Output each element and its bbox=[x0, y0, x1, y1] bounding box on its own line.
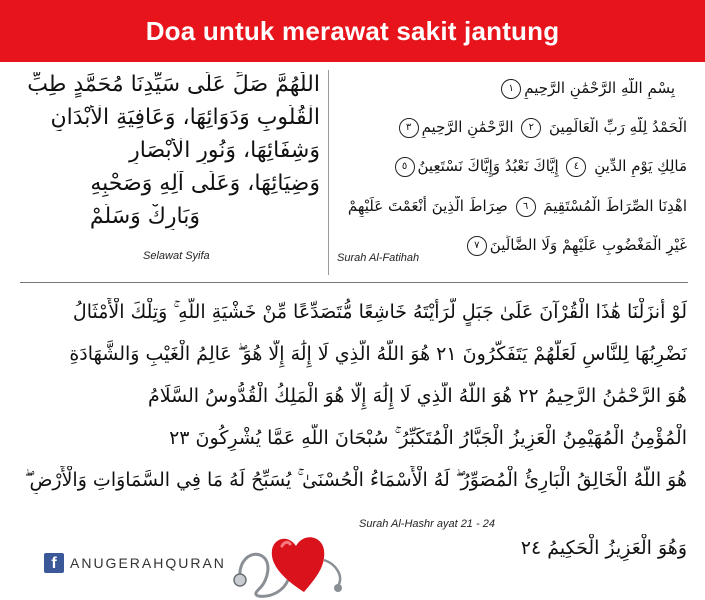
hashr-line: هُوَ الرَّحْمَٰنُ الرَّحِيمُ ٢٢ هُوَ اللَّهُ الَّذِي لَا إِلَٰهَ إِلَّا هُوَ الْمَلِكُ الْقُدُّوسُ السَّلَامُ bbox=[147, 385, 687, 407]
brand-name: ANUGERAHQURAN bbox=[70, 555, 226, 571]
selawat-line: وَبَارِكْ وَسَلِّمْ bbox=[89, 204, 200, 229]
fatihah-caption: Surah Al-Fatihah bbox=[337, 252, 420, 264]
ayah-text: الْحَمْدُ لِلَّهِ رَبِّ الْعَالَمِينَ ٢ الرَّحْمَٰنِ الرَّحِيمِ bbox=[421, 118, 687, 136]
ayah-text: مَالِكِ يَوْمِ الدِّينِ ٤ إِيَّاكَ نَعْبُدُ وَإِيَّاكَ نَسْتَعِينُ bbox=[417, 157, 687, 175]
ayah-text: غَيْرِ الْمَغْضُوبِ عَلَيْهِمْ وَلَا الضَّالِّينَ bbox=[489, 236, 687, 254]
fatihah-line bbox=[445, 78, 675, 99]
hashr-line: الْمُؤْمِنُ الْمُهَيْمِنُ الْعَزِيزُ الْجَبَّارُ الْمُتَكَبِّرُ ۚ سُبْحَانَ اللَّهِ عَمَّا يُشْرِكُونَ ٢٣ bbox=[169, 427, 687, 449]
fatihah-line bbox=[337, 156, 687, 177]
hashr-line: هُوَ اللَّهُ الْخَالِقُ الْبَارِئُ الْمُصَوِّرُ ۖ لَهُ الْأَسْمَاءُ الْحُسْنَىٰ ۚ يُسَبِّحُ لَهُ مَا فِي السَّمَاوَاتِ وَالْأَرْضِ ۖ bbox=[24, 469, 687, 491]
ayah-number-icon: ١ bbox=[501, 79, 521, 99]
brand-link[interactable] bbox=[44, 553, 226, 573]
ayah-text: اهْدِنَا الصِّرَاطَ الْمُسْتَقِيمَ ٦ صِرَاطَ الَّذِينَ أَنْعَمْتَ عَلَيْهِمْ bbox=[347, 197, 687, 215]
hashr-line: وَهُوَ الْعَزِيزُ الْحَكِيمُ ٢٤ bbox=[520, 537, 687, 559]
selawat-line: الْقُلُوبِ وَدَوَائِهَا، وَعَافِيَةِ الْأَبْدَانِ bbox=[50, 105, 320, 130]
fatihah-line bbox=[337, 196, 687, 217]
ayah-number-icon: ٥ bbox=[395, 157, 415, 177]
selawat-line: وَضِيَائِهَا، وَعَلَى آلِهِ وَصَحْبِهِ bbox=[90, 171, 320, 196]
ayah-text: بِسْمِ اللَّهِ الرَّحْمَٰنِ الرَّحِيمِ bbox=[524, 79, 675, 97]
ayah-number-icon: ٧ bbox=[467, 236, 487, 256]
fatihah-line bbox=[337, 117, 687, 138]
horizontal-divider bbox=[20, 282, 688, 283]
page-title: Doa untuk merawat sakit jantung bbox=[145, 15, 560, 46]
selawat-line: اللّٰهُمَّ صَلِّ عَلَى سَيِّدِنَا مُحَمَّدٍ طِبِّ bbox=[27, 72, 320, 97]
selawat-line: وَشِفَائِهَا، وَنُورِ الْأَبْصَارِ bbox=[129, 138, 320, 163]
ayah-number-icon: ٦ bbox=[516, 197, 536, 217]
header-banner bbox=[0, 0, 705, 62]
selawat-caption: Selawat Syifa bbox=[143, 250, 210, 262]
hashr-line: لَوْ أَنزَلْنَا هَٰذَا الْقُرْآنَ عَلَىٰ جَبَلٍ لَّرَأَيْتَهُ خَاشِعًا مُّتَصَدِّعًا مِّنْ خَشْيَةِ اللَّهِ ۚ وَتِلْكَ الْأَمْثَالُ bbox=[72, 301, 687, 323]
vertical-divider bbox=[328, 70, 329, 275]
selawat-panel bbox=[20, 72, 320, 272]
hashr-line: نَضْرِبُهَا لِلنَّاسِ لَعَلَّهُمْ يَتَفَكَّرُونَ ٢١ هُوَ اللَّهُ الَّذِي لَا إِلَٰهَ إِلَّا هُوَ ۖ عَالِمُ الْغَيْبِ وَالشَّهَادَةِ bbox=[69, 343, 687, 365]
ayah-number-icon: ٢ bbox=[521, 118, 541, 138]
ayah-number-icon: ٤ bbox=[566, 157, 586, 177]
ayah-number-icon: ٣ bbox=[399, 118, 419, 138]
hashr-caption: Surah Al-Hashr ayat 21 - 24 bbox=[359, 518, 495, 530]
facebook-icon: f bbox=[44, 553, 64, 573]
fatihah-line bbox=[437, 235, 687, 256]
heart-stethoscope-icon bbox=[232, 520, 352, 598]
